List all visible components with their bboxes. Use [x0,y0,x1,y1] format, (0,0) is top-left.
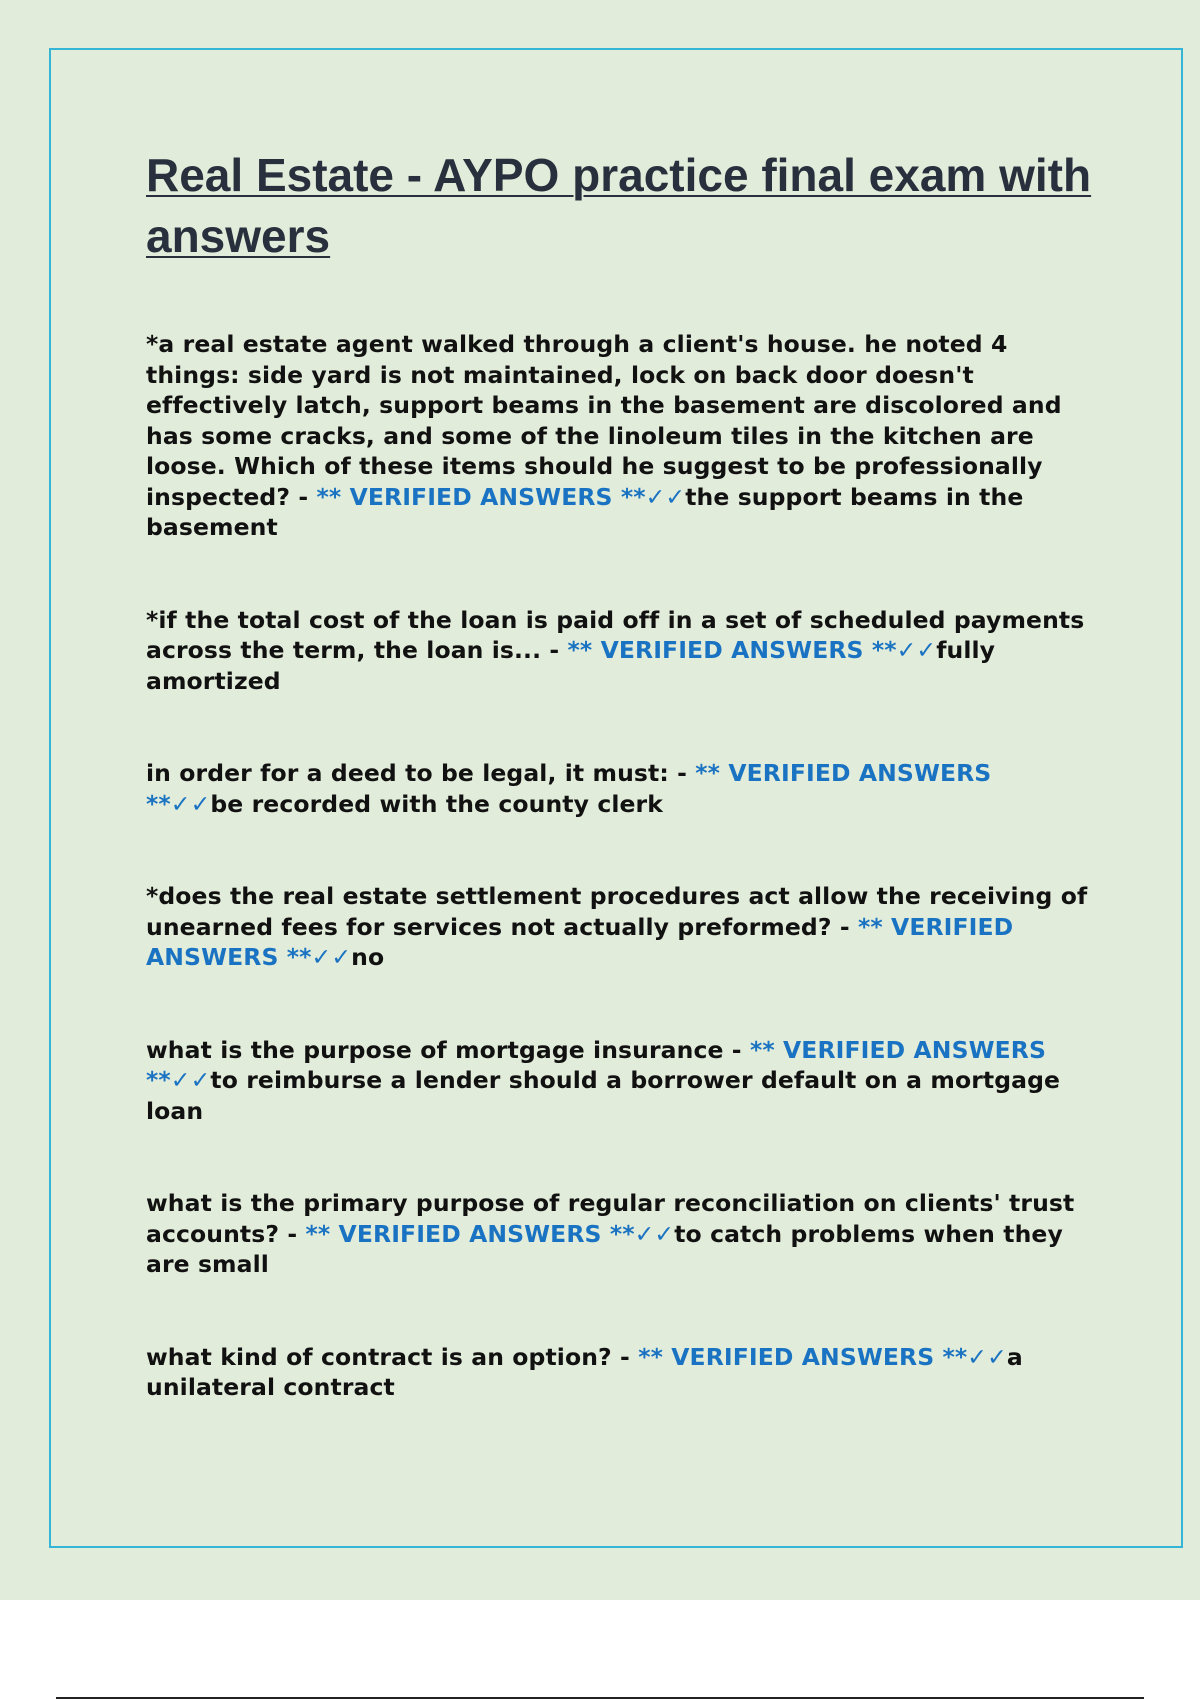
question-text: *a real estate agent walked through a client's house. he noted 4 things: side yard is not maintained, lock on back door doesn't effectively latch, support beams in the basement are discolored and has some cracks, and some of the linoleum tiles in the kitchen are loose. Which of these items should he suggest to be professionally inspected? - [146,330,1062,511]
answer-text: to catch problems when they are small [146,1219,1063,1278]
page-bottom-rule [56,1697,1144,1699]
verified-answers-tag: ** VERIFIED ANSWERS **✓✓ [638,1342,1007,1371]
document-title: Real Estate - AYPO practice final exam with answers [146,149,1092,262]
qa-item [146,1188,1096,1280]
answer-text: a unilateral contract [146,1342,1023,1401]
qa-item [146,1342,1096,1403]
document-body [146,145,1096,1465]
question-text: in order for a deed to be legal, it must: - [146,759,696,787]
answer-text: no [351,943,385,971]
verified-answers-tag: ** VERIFIED ANSWERS **✓✓ [146,1035,1046,1094]
verified-answers-tag: ** VERIFIED ANSWERS **✓✓ [146,759,992,818]
answer-text: to reimburse a lender should a borrower default on a mortgage loan [146,1066,1061,1125]
question-text: *if the total cost of the loan is paid off in a set of scheduled payments across the term, the loan is... - [146,605,1085,664]
verified-answers-tag: ** VERIFIED ANSWERS **✓✓ [316,482,686,511]
verified-answers-tag: ** VERIFIED ANSWERS **✓✓ [567,636,937,664]
answer-text: be recorded with the county clerk [210,789,663,818]
qa-item [146,758,1096,819]
verified-answers-tag: ** VERIFIED ANSWERS **✓✓ [146,912,1014,971]
question-text: what is the purpose of mortgage insurance - [146,1035,750,1064]
qa-item [146,605,1096,697]
qa-item [146,1035,1096,1127]
question-text: *does the real estate settlement procedures act allow the receiving of unearned fees for services not actually preformed? - [146,882,1088,941]
verified-answers-tag: ** VERIFIED ANSWERS **✓✓ [305,1219,675,1248]
qa-item [146,881,1096,973]
question-text: what is the primary purpose of regular reconciliation on clients' trust accounts? - [146,1189,1075,1248]
qa-item [146,329,1096,543]
question-text: what kind of contract is an option? - [146,1342,639,1371]
answer-text: fully amortized [146,636,996,695]
qa-list [146,329,1096,1403]
answer-text: the support beams in the basement [146,482,1024,541]
